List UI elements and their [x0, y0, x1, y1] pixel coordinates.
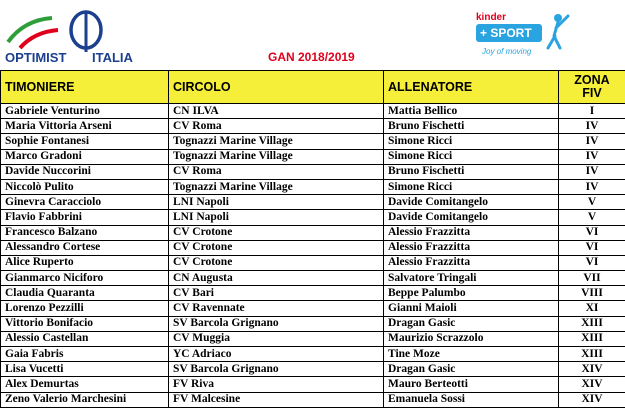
circolo-cell: CV Roma — [169, 164, 384, 179]
timoniere-cell: Maria Vittoria Arseni — [1, 119, 169, 134]
zona-cell: IV — [559, 149, 625, 164]
zona-cell: VIII — [559, 286, 625, 301]
circolo-cell: CV Roma — [169, 119, 384, 134]
table-row — [1, 286, 625, 301]
circolo-cell: LNI Napoli — [169, 210, 384, 225]
table-row — [1, 179, 625, 194]
timoniere-cell: Alessandro Cortese — [1, 240, 169, 255]
timoniere-cell: Vittorio Bonifacio — [1, 316, 169, 331]
table-row — [1, 377, 625, 392]
zona-cell: VI — [559, 240, 625, 255]
zona-label: ZONA — [574, 73, 610, 87]
zona-cell: XIV — [559, 377, 625, 392]
table-body — [1, 104, 625, 408]
zona-cell: IV — [559, 179, 625, 194]
zona-cell: IV — [559, 119, 625, 134]
allenatore-cell: Dragan Gasic — [384, 316, 559, 331]
results-table — [0, 70, 625, 408]
timoniere-cell: Lisa Vucetti — [1, 362, 169, 377]
allenatore-cell: Davide Comitangelo — [384, 210, 559, 225]
circolo-cell: CV Bari — [169, 286, 384, 301]
circolo-cell: SV Barcola Grignano — [169, 362, 384, 377]
circolo-cell: CV Ravennate — [169, 301, 384, 316]
zona-cell: V — [559, 210, 625, 225]
table-row — [1, 392, 625, 407]
zona-cell: IV — [559, 164, 625, 179]
table-row — [1, 134, 625, 149]
kinder-word: kinder — [476, 12, 507, 23]
allenatore-cell: Mattia Bellico — [384, 104, 559, 119]
timoniere-cell: Sophie Fontanesi — [1, 134, 169, 149]
timoniere-cell: Gabriele Venturino — [1, 104, 169, 119]
table-row — [1, 347, 625, 362]
table-row — [1, 149, 625, 164]
zona-cell: XIII — [559, 316, 625, 331]
circolo-cell: CN Augusta — [169, 271, 384, 286]
zona-cell: XIII — [559, 331, 625, 346]
allenatore-cell: Simone Ricci — [384, 149, 559, 164]
optimist-italia-logo — [4, 6, 144, 64]
circolo-cell: CV Crotone — [169, 225, 384, 240]
italia-word: ITALIA — [92, 50, 133, 64]
circolo-cell: CN ILVA — [169, 104, 384, 119]
table-row — [1, 240, 625, 255]
table-row — [1, 362, 625, 377]
allenatore-cell: Emanuela Sossi — [384, 392, 559, 407]
timoniere-cell: Flavio Fabbrini — [1, 210, 169, 225]
circolo-cell: CV Crotone — [169, 240, 384, 255]
table-row — [1, 255, 625, 270]
zona-cell: XIII — [559, 347, 625, 362]
tagline: Joy of moving — [482, 47, 532, 56]
table-row — [1, 316, 625, 331]
zona-cell: VI — [559, 255, 625, 270]
zona-cell: IV — [559, 134, 625, 149]
table-row — [1, 210, 625, 225]
page-title: GAN 2018/2019 — [268, 50, 355, 64]
table-row — [1, 104, 625, 119]
allenatore-cell: Maurizio Scrazzolo — [384, 331, 559, 346]
timoniere-cell: Ginevra Caracciolo — [1, 195, 169, 210]
timoniere-cell: Francesco Balzano — [1, 225, 169, 240]
circolo-cell: SV Barcola Grignano — [169, 316, 384, 331]
page-header — [0, 0, 625, 70]
column-header-allenatore: ALLENATORE — [384, 71, 559, 104]
zona-cell: I — [559, 104, 625, 119]
zona-cell: XIV — [559, 392, 625, 407]
zona-cell: VI — [559, 225, 625, 240]
circolo-cell: FV Malcesine — [169, 392, 384, 407]
allenatore-cell: Bruno Fischetti — [384, 164, 559, 179]
allenatore-cell: Simone Ricci — [384, 134, 559, 149]
sport-word: + SPORT — [480, 26, 532, 40]
circolo-cell: CV Muggia — [169, 331, 384, 346]
table-row — [1, 301, 625, 316]
circolo-cell: LNI Napoli — [169, 195, 384, 210]
column-header-timoniere: TIMONIERE — [1, 71, 169, 104]
allenatore-cell: Dragan Gasic — [384, 362, 559, 377]
timoniere-cell: Zeno Valerio Marchesini — [1, 392, 169, 407]
circolo-cell: FV Riva — [169, 377, 384, 392]
timoniere-cell: Alice Ruperto — [1, 255, 169, 270]
table-row — [1, 195, 625, 210]
allenatore-cell: Tine Moze — [384, 347, 559, 362]
timoniere-cell: Gaia Fabris — [1, 347, 169, 362]
allenatore-cell: Salvatore Tringali — [384, 271, 559, 286]
table-row — [1, 119, 625, 134]
timoniere-cell: Alex Demurtas — [1, 377, 169, 392]
timoniere-cell: Alessio Castellan — [1, 331, 169, 346]
table-header-row — [1, 71, 625, 104]
fiv-label: FIV — [582, 86, 602, 100]
zona-cell: V — [559, 195, 625, 210]
allenatore-cell: Beppe Palumbo — [384, 286, 559, 301]
table-row — [1, 164, 625, 179]
allenatore-cell: Alessio Frazzitta — [384, 240, 559, 255]
circolo-cell: Tognazzi Marine Village — [169, 134, 384, 149]
zona-cell: XIV — [559, 362, 625, 377]
timoniere-cell: Davide Nuccorini — [1, 164, 169, 179]
allenatore-cell: Alessio Frazzitta — [384, 225, 559, 240]
table-row — [1, 271, 625, 286]
timoniere-cell: Gianmarco Niciforo — [1, 271, 169, 286]
allenatore-cell: Alessio Frazzitta — [384, 255, 559, 270]
circolo-cell: Tognazzi Marine Village — [169, 179, 384, 194]
allenatore-cell: Gianni Maioli — [384, 301, 559, 316]
table-row — [1, 225, 625, 240]
circolo-cell: YC Adriaco — [169, 347, 384, 362]
allenatore-cell: Mauro Berteotti — [384, 377, 559, 392]
circolo-cell: Tognazzi Marine Village — [169, 149, 384, 164]
allenatore-cell: Bruno Fischetti — [384, 119, 559, 134]
zona-cell: XI — [559, 301, 625, 316]
circolo-cell: CV Crotone — [169, 255, 384, 270]
timoniere-cell: Claudia Quaranta — [1, 286, 169, 301]
timoniere-cell: Niccolò Pulito — [1, 179, 169, 194]
column-header-circolo: CIRCOLO — [169, 71, 384, 104]
timoniere-cell: Marco Gradoni — [1, 149, 169, 164]
optimist-word: OPTIMIST — [5, 50, 67, 64]
allenatore-cell: Davide Comitangelo — [384, 195, 559, 210]
table-row — [1, 331, 625, 346]
zona-cell: VII — [559, 271, 625, 286]
allenatore-cell: Simone Ricci — [384, 179, 559, 194]
timoniere-cell: Lorenzo Pezzilli — [1, 301, 169, 316]
kinder-sport-logo — [472, 8, 572, 64]
column-header-zona-fiv — [559, 71, 625, 104]
